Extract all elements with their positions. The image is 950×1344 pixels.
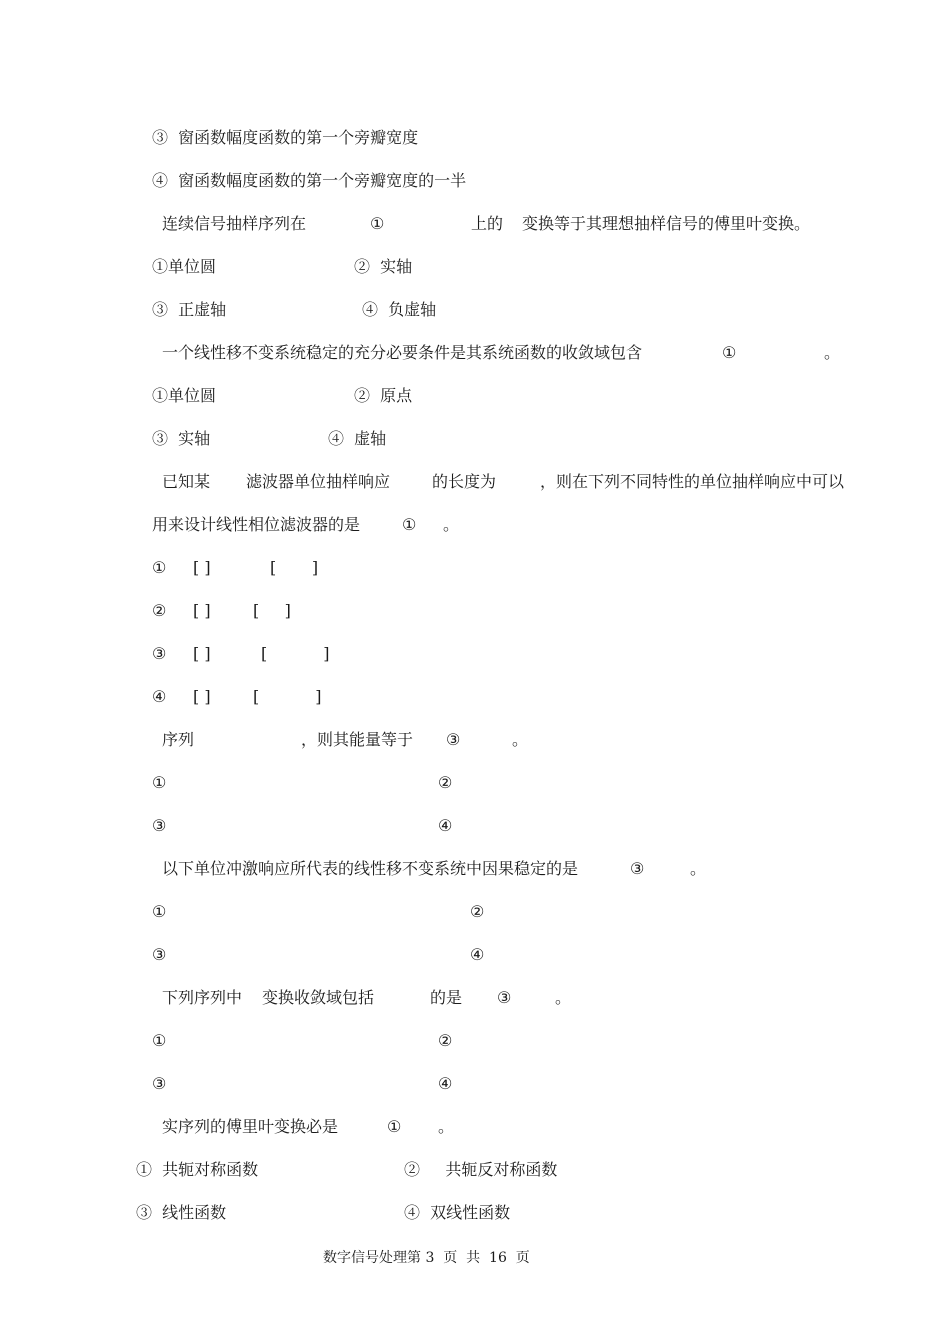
text-line: ④ 窗函数幅度函数的第一个旁瓣宽度的一半 <box>152 171 467 190</box>
text-line: ③ <box>497 988 512 1007</box>
text-line: 。 <box>824 343 841 362</box>
text-line: ，则在下列不同特性的单位抽样响应中可以 <box>540 472 845 491</box>
text-line: ③ <box>152 816 167 835</box>
text-line: 的长度为 <box>432 472 497 491</box>
text-line: ① 共轭对称函数 <box>136 1160 259 1179</box>
text-line: ① <box>722 343 737 362</box>
text-line: 一个线性移不变系统稳定的充分必要条件是其系统函数的收敛域包含 <box>162 343 643 362</box>
text-line: ③ <box>630 859 645 878</box>
text-line: ④ 负虚轴 <box>362 300 437 319</box>
text-line: [ ] <box>253 687 322 706</box>
text-line: 实序列的傅里叶变换必是 <box>162 1117 339 1136</box>
text-line: ① <box>370 214 385 233</box>
text-line: ② 共轭反对称函数 <box>404 1160 558 1179</box>
text-line: ①单位圆 <box>152 386 217 405</box>
text-line: [ ] <box>270 558 319 577</box>
text-line: ① <box>152 558 167 577</box>
text-line: ① <box>152 773 167 792</box>
text-line: ④ <box>438 1074 453 1093</box>
text-line: 。 <box>555 988 572 1007</box>
text-line: ① <box>402 515 417 534</box>
text-line: ② 实轴 <box>354 257 413 276</box>
text-line: ③ <box>152 1074 167 1093</box>
text-line: [ ] <box>193 601 211 620</box>
text-line: ② <box>470 902 485 921</box>
text-line: 用来设计线性相位滤波器的是 <box>152 515 361 534</box>
text-line: 以下单位冲激响应所代表的线性移不变系统中因果稳定的是 <box>162 859 579 878</box>
text-line: [ ] <box>193 687 211 706</box>
text-line: ② 原点 <box>354 386 413 405</box>
text-line: ，则其能量等于 <box>301 730 414 749</box>
text-line: ① <box>387 1117 402 1136</box>
text-line: 。 <box>512 730 529 749</box>
text-line: ④ <box>470 945 485 964</box>
text-line: ④ 双线性函数 <box>404 1203 511 1222</box>
text-line: ③ 窗函数幅度函数的第一个旁瓣宽度 <box>152 128 419 147</box>
text-line: 的是 <box>430 988 463 1007</box>
text-line: ③ 实轴 <box>152 429 211 448</box>
text-line: ① <box>152 902 167 921</box>
text-line: ④ <box>438 816 453 835</box>
text-line: [ ] <box>193 558 211 577</box>
text-line: 上的 <box>471 214 504 233</box>
text-line: ③ <box>152 945 167 964</box>
text-line: [ ] <box>193 644 211 663</box>
text-line: 。 <box>690 859 707 878</box>
text-line: 。 <box>438 1117 455 1136</box>
text-line: ① <box>152 1031 167 1050</box>
text-line: ④ <box>152 687 167 706</box>
text-line: ③ <box>152 644 167 663</box>
text-line: ③ <box>446 730 461 749</box>
text-line: 序列 <box>162 730 195 749</box>
text-line: 已知某 <box>162 472 211 491</box>
text-line: ③ 正虚轴 <box>152 300 227 319</box>
text-line: ② <box>438 773 453 792</box>
text-line: 变换收敛域包括 <box>262 988 375 1007</box>
text-line: 下列序列中 <box>162 988 243 1007</box>
text-line: [ ] <box>261 644 330 663</box>
text-line: ①单位圆 <box>152 257 217 276</box>
text-line: ② <box>152 601 167 620</box>
text-line: 变换等于其理想抽样信号的傅里叶变换。 <box>522 214 811 233</box>
text-line: 连续信号抽样序列在 <box>162 214 307 233</box>
text-line: ④ 虚轴 <box>328 429 387 448</box>
text-line: 滤波器单位抽样响应 <box>246 472 391 491</box>
text-line: [ ] <box>253 601 291 620</box>
text-line: ② <box>438 1031 453 1050</box>
page-footer: 数字信号处理第 3 页 共 16 页 <box>323 1250 530 1266</box>
text-line: ③ 线性函数 <box>136 1203 227 1222</box>
text-line: 。 <box>443 515 460 534</box>
